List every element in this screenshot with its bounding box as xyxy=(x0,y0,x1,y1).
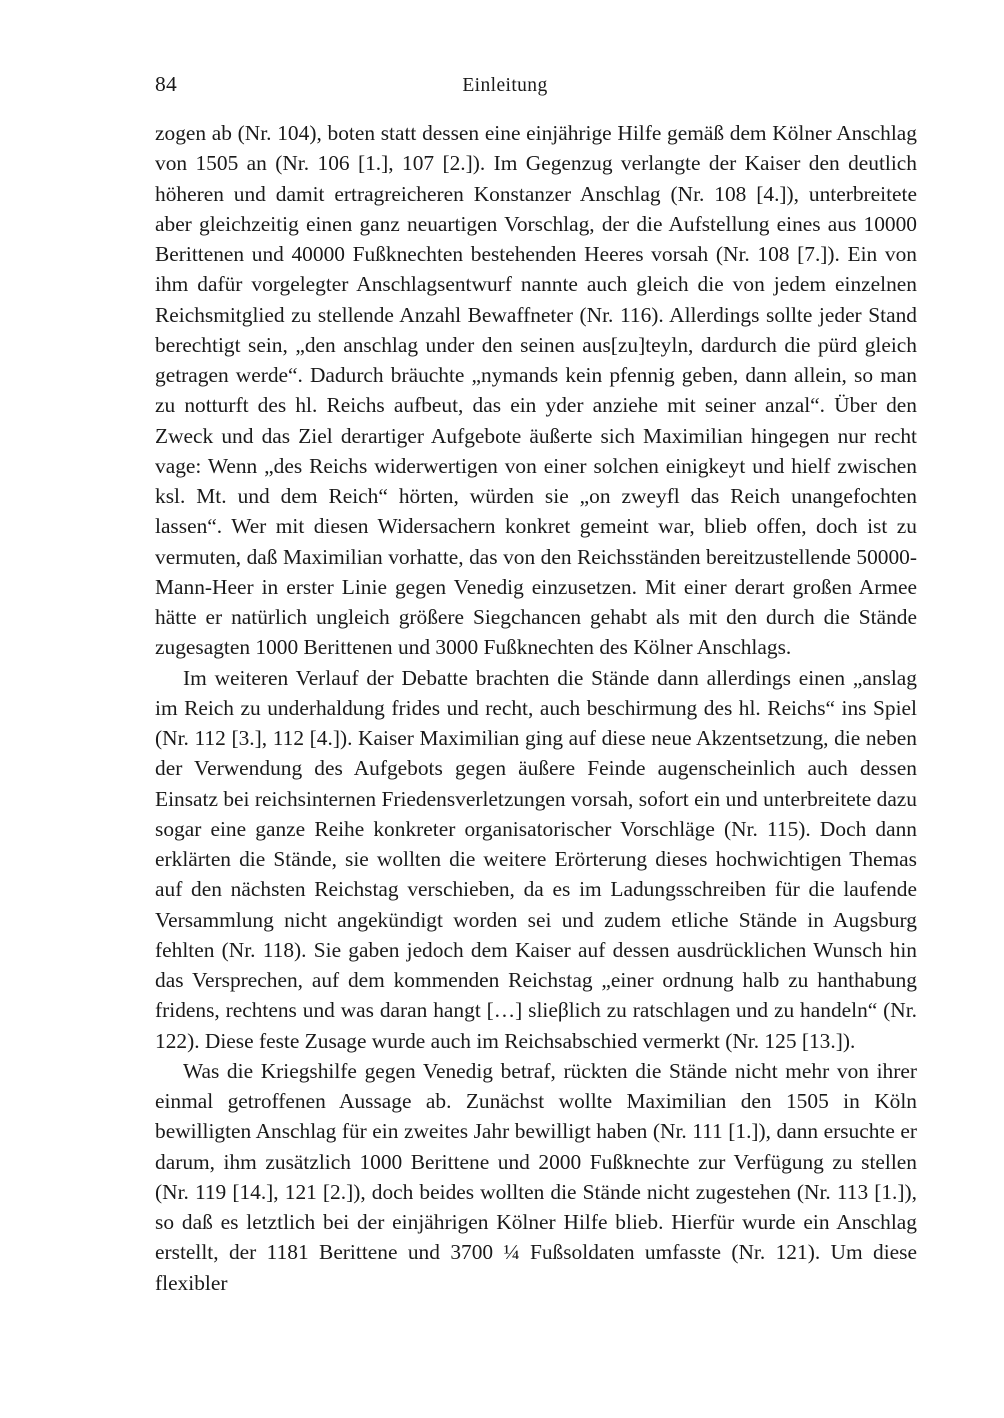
paragraph: Im weiteren Verlauf der Debatte brachten die Stände dann allerdings einen „anslag im Reich zu underhaldung frides und recht, auch beschirmung des hl. Reichs“ ins Spiel (Nr. 112 [3.], 112 [4.]). Kaiser Maximilian ging auf diese neue Akzentsetzung, die neben der Verwendung des Aufgebots gegen äußere Feinde augenscheinlich auch dessen Einsatz bei reichsinternen Friedensverletzungen vorsah, sofort ein und unterbreitete dazu sogar eine ganze Reihe konkreter organisatorischer Vorschläge (Nr. 115). Doch dann erklärten die Stände, sie wollten die weitere Erörterung dieses hochwichtigen Themas auf den nächsten Reichstag verschieben, da es im Ladungsschreiben für die laufende Versammlung nicht angekündigt worden sei und zudem etliche Stände in Augsburg fehlten (Nr. 118). Sie gaben jedoch dem Kaiser auf dessen ausdrücklichen Wunsch hin das Versprechen, auf dem kommenden Reichstag „einer ordnung halb zu hanthabung fridens, rechtens und was daran hangt […] slieβlich zu ratschlagen und zu handeln“ (Nr. 122). Diese feste Zusage wurde auch im Reichsabschied vermerkt (Nr. 125 [13.]). xyxy=(155,665,917,1053)
paragraph: Was die Kriegshilfe gegen Venedig betraf, rückten die Stände nicht mehr von ihrer einmal getroffenen Aussage ab. Zunächst wollte Maximilian den 1505 in Köln bewilligten Anschlag für ein zweites Jahr bewilligt haben (Nr. 111 [1.]), dann ersuchte er darum, ihm zusätzlich 1000 Berittene und 2000 Fußknechte zur Verfügung zu stellen (Nr. 119 [14.], 121 [2.]), doch beides wollten die Stände nicht zugestehen (Nr. 113 [1.]), so daß es letztlich bei der einjährigen Kölner Hilfe blieb. Hierfür wurde ein Anschlag erstellt, der 1181 Berittene und 3700 ¼ Fußsoldaten umfasste (Nr. 121). Um diese flexibler xyxy=(155,1058,917,1295)
running-head xyxy=(155,74,915,100)
body-text xyxy=(155,118,917,1298)
paragraph: zogen ab (Nr. 104), boten statt dessen eine einjährige Hilfe gemäß dem Kölner Anschlag von 1505 an (Nr. 106 [1.], 107 [2.]). Im Gegenzug verlangte der Kaiser den deutlich höheren und damit ertragreicheren Konstanzer Anschlag (Nr. 108 [4.]), unterbreitete aber gleichzeitig einen ganz neuartigen Vorschlag, der die Aufstellung eines aus 10000 Berittenen und 40000 Fußknechten bestehenden Heeres vorsah (Nr. 108 [7.]). Ein von ihm dafür vorgelegter Anschlagsentwurf nannte auch gleich die von jedem einzelnen Reichsmitglied zu stellende Anzahl Bewaffneter (Nr. 116). Allerdings sollte jeder Stand berechtigt sein, „den anschlag under den seinen aus[zu]teyln, dardurch die pürd gleich getragen werde“. Dadurch bräuchte „nymands kein pfennig geben, dann allein, so man zu notturft des hl. Reichs aufbeut, das ein yder anziehe mit seiner anzal“. Über den Zweck und das Ziel derartiger Aufgebote äußerte sich Maximilian hingegen nur recht vage: Wenn „des Reichs widerwertigen von einer solchen einigkeyt und hielf zwischen ksl. Mt. und dem Reich“ hörten, würden sie „on zweyfl das Reich unangefochten lassen“. Wer mit diesen Widersachern konkret gemeint war, blieb offen, doch ist zu vermuten, daß Maximilian vorhatte, das von den Reichsständen bereitzustellende 50000-Mann-Heer in erster Linie gegen Venedig einzusetzen. Mit einer derart großen Armee hätte er natürlich ungleich größere Siegchancen gehabt als mit den durch die Stände zugesagten 1000 Berittenen und 3000 Fußknechten des Kölner Anschlags. xyxy=(155,121,917,660)
running-head-title: Einleitung xyxy=(462,75,548,96)
page-number: 84 xyxy=(155,72,177,96)
